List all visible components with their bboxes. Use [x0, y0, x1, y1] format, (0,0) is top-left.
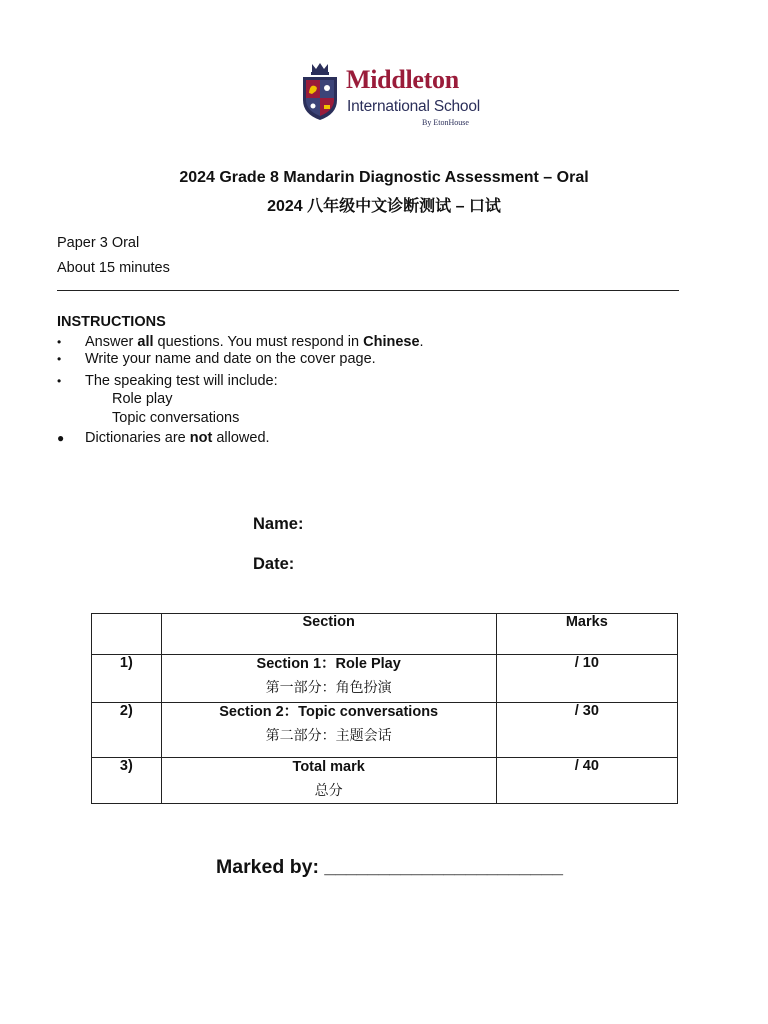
section-name: Total mark [292, 759, 365, 775]
row-number: 3) [92, 758, 162, 804]
logo-subtitle: International School [347, 98, 481, 115]
marks-table [91, 613, 678, 804]
section-cell [161, 655, 496, 703]
bullet-icon: ● [57, 431, 65, 445]
section-name-chinese: 第二部分：主题会话 [265, 727, 392, 743]
instruction-text: Write your name and date on the cover page. [85, 351, 376, 367]
bullet-icon: • [57, 374, 62, 388]
bullet-icon: • [57, 352, 62, 366]
page-title-english: 2024 Grade 8 Mandarin Diagnostic Assessment – Oral [179, 169, 589, 186]
table-header-cell: Marks [496, 614, 677, 655]
logo-byline: By EtonHouse [422, 118, 469, 127]
instructions-heading: INSTRUCTIONS [57, 314, 166, 330]
marks-cell[interactable]: / 40 [496, 758, 677, 804]
duration-label: About 15 minutes [57, 260, 170, 276]
instruction-text: Answer all questions. You must respond in Chinese. [85, 334, 424, 350]
marks-cell[interactable]: / 30 [496, 703, 677, 758]
row-number: 1) [92, 655, 162, 703]
section-name-chinese: 第一部分：角色扮演 [265, 679, 392, 695]
table-header-cell: Section [161, 614, 496, 655]
paper-label: Paper 3 Oral [57, 235, 140, 251]
table-row [92, 703, 678, 758]
school-logo [300, 60, 490, 132]
instruction-text: The speaking test will include: [85, 373, 278, 389]
section-name: Section 2：Topic conversations [219, 704, 439, 720]
table-header-cell [92, 614, 162, 655]
instruction-subitem: Topic conversations [112, 410, 240, 426]
name-field-label[interactable]: Name: [253, 515, 304, 533]
bullet-icon: • [57, 335, 62, 349]
section-cell [161, 758, 496, 804]
marked-by-line[interactable]: Marked by: ______________________ [216, 856, 563, 878]
table-header-row [92, 614, 678, 655]
divider-line [57, 290, 679, 291]
date-field-label[interactable]: Date: [253, 555, 295, 573]
section-name: Section 1：Role Play [256, 656, 401, 672]
instruction-text: Dictionaries are not allowed. [85, 430, 270, 446]
table-row [92, 655, 678, 703]
instruction-subitem: Role play [112, 391, 173, 407]
table-row [92, 758, 678, 804]
page-title-chinese: 2024 八年级中文诊断测试 – 口试 [267, 198, 501, 215]
section-name-chinese: 总分 [314, 782, 343, 798]
school-crest-icon [300, 60, 340, 122]
logo-name: Middleton [346, 65, 459, 94]
row-number: 2) [92, 703, 162, 758]
marks-cell[interactable]: / 10 [496, 655, 677, 703]
section-cell [161, 703, 496, 758]
